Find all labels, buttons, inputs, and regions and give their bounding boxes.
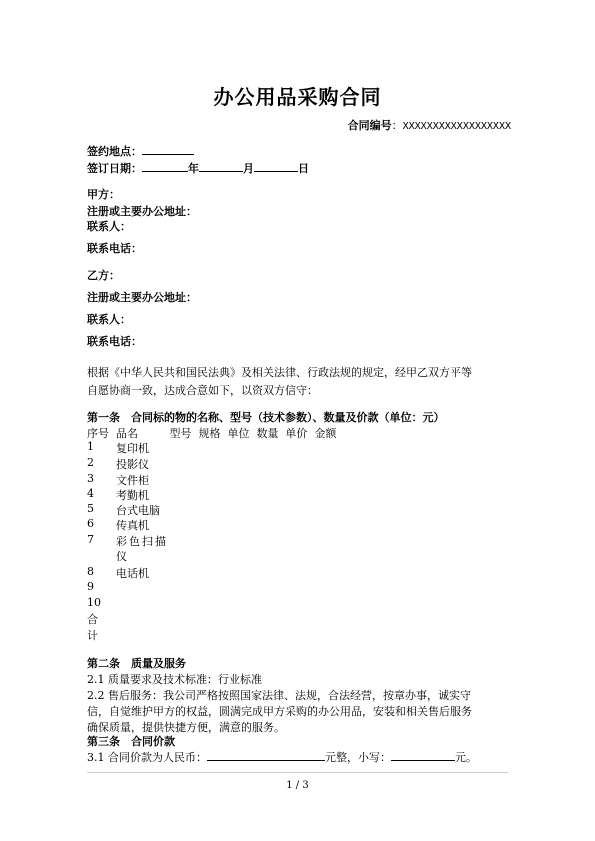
sign-month-label: 月 [243,162,254,175]
table-row [0,565,595,580]
row-item-name: 彩色扫描 [116,535,168,548]
price-suffix: 元。 [455,751,477,764]
article-2-item-2-line-3: 确保质量，提供快捷方便，满意的服务。 [87,721,285,734]
row-item-name: 电话机 [116,567,149,580]
price-uppercase-blank[interactable] [207,749,325,761]
row-number: 10 [87,596,101,609]
row-number: 5 [87,502,94,515]
party-b-address-label: 注册或主要办公地址： [87,291,197,304]
sign-day-label: 日 [298,162,309,175]
table-row [0,472,595,487]
contract-number-value: XXXXXXXXXXXXXXXXXX [402,121,511,132]
sign-day-blank[interactable] [254,160,298,172]
page-number: 1 / 3 [286,780,309,791]
table-row [0,440,595,455]
contract-number [348,117,511,133]
table-row [0,580,595,595]
party-b-contact-label: 联系人： [87,313,131,326]
party-b-phone-label: 联系电话： [87,335,142,348]
table-row [0,517,595,532]
footer-divider [87,772,508,773]
article-1-heading: 第一条 合同标的物的名称、型号（技术参数）、数量及价款（单位：元） [87,411,445,424]
sign-place-label: 签约地点： [87,145,142,158]
intro-line-2: 自愿协商一致，达成合意如下，以资双方信守： [87,384,318,397]
row-number: 1 [87,440,94,453]
party-a-label: 甲方： [87,188,120,201]
row-number: 9 [87,580,94,593]
article-2-heading: 第二条 质量及服务 [87,657,186,670]
row-item-name: 传真机 [116,519,149,532]
article-2-item-1: 2.1 质量要求及技术标准：行业标准 [87,673,262,686]
document-title: 办公用品采购合同 [213,85,382,109]
article-2-item-2-line-1: 2.2 售后服务：我公司严格按照国家法律、法规，合法经营，按章办事，诚实守 [87,689,471,702]
row-number: 8 [87,565,94,578]
row-number: 2 [87,456,94,469]
table-row [0,502,595,517]
party-a-phone-label: 联系电话： [87,242,142,255]
table-total-label-2: 计 [87,629,98,642]
row-item-name: 文件柜 [116,474,149,487]
sign-date-label: 签订日期： [87,162,142,175]
party-a-address-label: 注册或主要办公地址： [87,205,197,218]
party-a-contact-label: 联系人： [87,220,131,233]
contract-number-label: 合同编号 [347,119,392,132]
price-mid: 元整，小写： [325,751,391,764]
sign-place-blank[interactable] [142,143,194,155]
row-number: 7 [87,533,94,546]
sign-place-field [87,143,194,159]
sign-year-blank[interactable] [142,160,188,172]
row-item-name-cont: 仪 [116,550,127,563]
goods-table-header: 序号 品名 型号 规格 单位 数量 单价 金额 [87,427,337,440]
article-3-heading: 第三条 合同价款 [87,735,175,748]
row-number: 6 [87,517,94,530]
party-b-label: 乙方： [87,269,120,282]
intro-line-1: 根据《中华人民共和国民法典》及相关法律、行政法规的规定，经甲乙双方平等 [87,366,472,379]
table-row [0,533,595,565]
price-lowercase-blank[interactable] [391,749,455,761]
row-item-name: 台式电脑 [116,504,160,517]
row-item-name: 复印机 [116,442,149,455]
table-row [0,456,595,471]
row-item-name: 投影仪 [116,458,149,471]
sign-month-blank[interactable] [199,160,243,172]
article-2-item-2-line-2: 信，自觉维护甲方的权益，圆满完成甲方采购的办公用品，安装和相关售后服务 [87,705,472,718]
price-prefix: 3.1 合同价款为人民币： [87,751,207,764]
article-3-item-1 [87,749,477,765]
table-row [0,596,595,611]
sign-date-field [87,160,309,176]
sign-year-label: 年 [188,162,199,175]
contract-number-sep: ： [391,119,403,132]
table-row [0,487,595,502]
row-number: 3 [87,472,94,485]
row-item-name: 考勤机 [116,489,149,502]
table-total-label-1: 合 [87,613,98,626]
row-number: 4 [87,487,94,500]
